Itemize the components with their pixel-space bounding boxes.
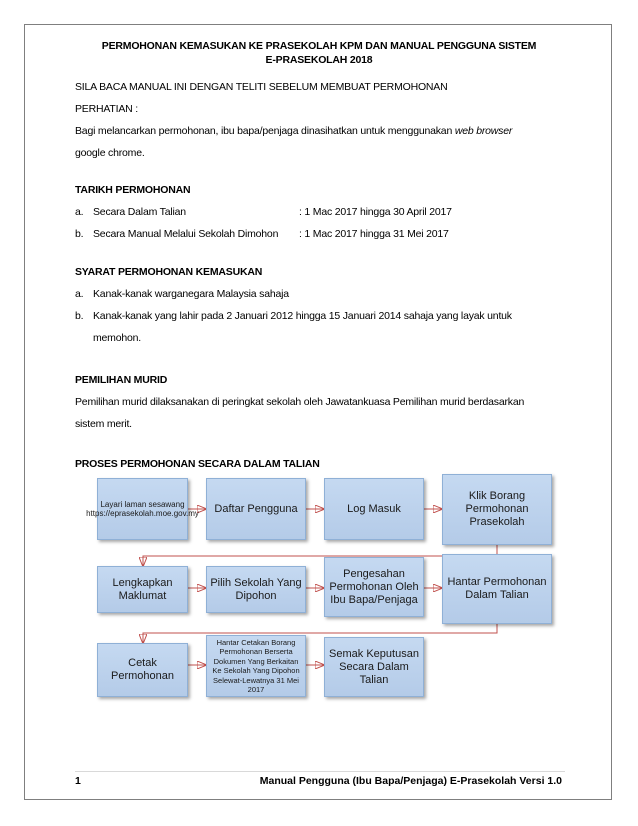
step-check-result: Semak Keputusan Secara Dalam Talian (324, 637, 424, 697)
tarikh-b-value: : 1 Mac 2017 hingga 31 Mei 2017 (299, 228, 449, 240)
step-print-application: Cetak Permohonan (97, 643, 188, 697)
tarikh-heading: TARIKH PERMOHONAN (75, 184, 191, 196)
tarikh-b-label: Secara Manual Melalui Sekolah Dimohon (93, 228, 279, 240)
web-browser-text: web browser (454, 125, 513, 137)
tarikh-b-marker: b. (75, 228, 84, 240)
tarikh-a-value: : 1 Mac 2017 hingga 30 April 2017 (299, 206, 452, 218)
pemilihan-text-line2: sistem merit. (75, 418, 132, 430)
browser-advice-text: Bagi melancarkan permohonan, ibu bapa/penjaga dinasihatkan untuk menggunakan (75, 125, 453, 137)
attention-label: PERHATIAN : (75, 103, 138, 115)
intro-instruction: SILA BACA MANUAL INI DENGAN TELITI SEBELUM MEMBUAT PERMOHONAN (75, 81, 448, 93)
step-send-documents: Hantar Cetakan Borang Permohonan Berserta Dokumen Yang Berkaitan Ke Sekolah Yang Dipohon Selewat-Lewatnya 31 Mei 2017 (206, 635, 306, 697)
syarat-a-text: Kanak-kanak warganegara Malaysia sahaja (93, 288, 289, 300)
step-click-form: Klik Borang Permohonan Prasekolah (442, 474, 552, 545)
arrow-8-9 (143, 624, 497, 643)
step-choose-school: Pilih Sekolah Yang Dipohon (206, 566, 306, 613)
syarat-b-text: Kanak-kanak yang lahir pada 2 Januari 2012 hingga 15 Januari 2014 sahaja yang layak untuk (93, 310, 512, 322)
step-parent-verification: Pengesahan Permohonan Oleh Ibu Bapa/Penjaga (324, 557, 424, 617)
document-title-line2: E-PRASEKOLAH 2018 (265, 54, 373, 66)
browser-name: google chrome. (75, 147, 145, 159)
footer-divider (75, 771, 565, 772)
step-complete-details: Lengkapkan Maklumat (97, 566, 188, 613)
step-login: Log Masuk (324, 478, 424, 540)
tarikh-a-marker: a. (75, 206, 84, 218)
pemilihan-heading: PEMILIHAN MURID (75, 374, 168, 386)
tarikh-a-label: Secara Dalam Talian (93, 206, 186, 218)
step-register-user: Daftar Pengguna (206, 478, 306, 540)
syarat-b-continued: memohon. (93, 332, 142, 344)
syarat-heading: SYARAT PERMOHONAN KEMASUKAN (75, 266, 263, 278)
document-title-line1: PERMOHONAN KEMASUKAN KE PRASEKOLAH KPM DAN MANUAL PENGGUNA SISTEM (101, 40, 537, 52)
syarat-a-marker: a. (75, 288, 84, 300)
proses-heading: PROSES PERMOHONAN SECARA DALAM TALIAN (75, 458, 320, 470)
step-submit-online: Hantar Permohonan Dalam Talian (442, 554, 552, 624)
pemilihan-text-line1: Pemilihan murid dilaksanakan di peringkat sekolah oleh Jawatankuasa Pemilihan murid berdasarkan (75, 396, 525, 408)
footer-doc-title: Manual Pengguna (Ibu Bapa/Penjaga) E-Prasekolah Versi 1.0 (259, 775, 562, 787)
page-number: 1 (75, 775, 81, 787)
step-visit-website: Layari laman sesawang https://eprasekolah.moe.gov.my (97, 478, 188, 540)
syarat-b-marker: b. (75, 310, 84, 322)
